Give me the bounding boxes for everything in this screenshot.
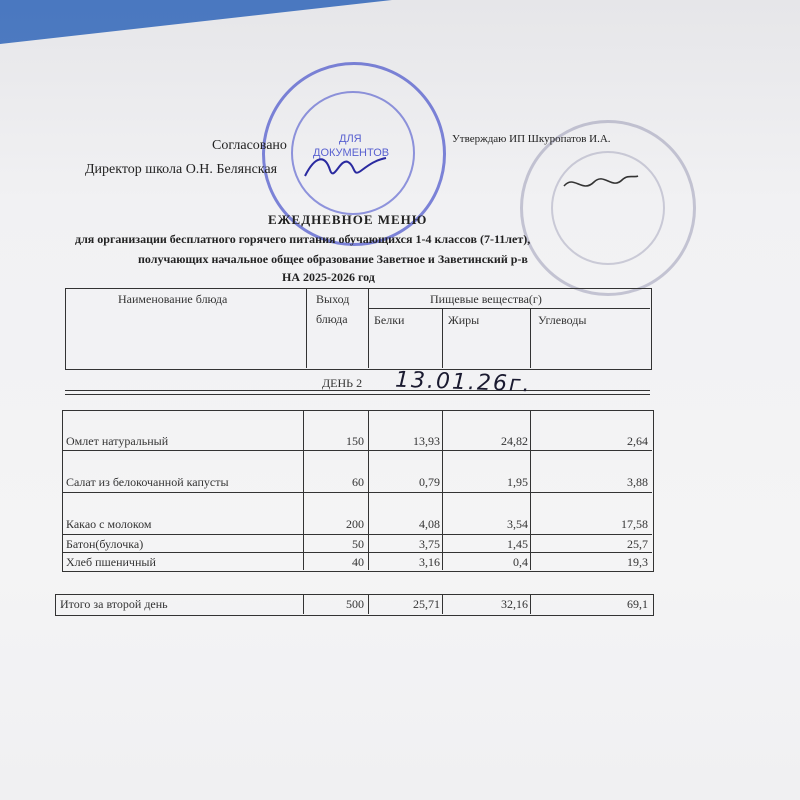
subtitle-line-2: получающих начальное общее образование Заветное и Заветинский р-в	[138, 252, 528, 266]
menu-divider	[368, 410, 369, 570]
row-fats: 1,45	[507, 537, 528, 551]
row-proteins: 4,08	[419, 517, 440, 531]
total-divider	[442, 594, 443, 614]
stamp-word-1: ДЛЯ	[339, 133, 362, 145]
day-date-handwritten: 13.01.26г.	[394, 367, 532, 398]
row-name: Какао с молоком	[66, 517, 152, 531]
director-line: Директор школа О.Н. Белянская	[85, 162, 278, 177]
row-fats: 24,82	[501, 434, 528, 448]
menu-divider	[62, 492, 652, 493]
approval-right: Утверждаю ИП Шкуропатов И.А.	[452, 133, 611, 145]
total-yield: 500	[346, 597, 364, 611]
subtitle-line-3: НА 2025-2026 год	[282, 270, 375, 284]
approver-signature	[560, 168, 640, 198]
total-proteins: 25,71	[413, 597, 440, 611]
day-label: ДЕНЬ 2	[322, 376, 363, 390]
row-carbs: 19,3	[627, 555, 648, 569]
menu-divider	[62, 534, 652, 535]
row-proteins: 3,16	[419, 555, 440, 569]
row-name: Хлеб пшеничный	[66, 555, 156, 569]
approval-left: Согласовано	[212, 138, 287, 153]
row-carbs: 25,7	[627, 537, 648, 551]
row-proteins: 3,75	[419, 537, 440, 551]
header-name: Наименование блюда	[118, 292, 228, 306]
header-divider	[368, 288, 369, 368]
header-proteins: Белки	[374, 313, 405, 327]
stamp-word-2: ДОКУМЕНТОВ	[313, 147, 390, 159]
menu-divider	[62, 552, 652, 553]
header-nutrients: Пищевые вещества(г)	[430, 292, 542, 306]
row-yield: 60	[352, 475, 364, 489]
header-divider	[442, 308, 443, 368]
row-fats: 1,95	[507, 475, 528, 489]
header-divider	[368, 308, 650, 309]
row-yield: 40	[352, 555, 364, 569]
header-divider	[530, 308, 531, 368]
row-name: Омлет натуральный	[66, 434, 169, 448]
page-title: ЕЖЕДНЕВНОЕ МЕНЮ	[268, 212, 428, 227]
row-carbs: 3,88	[627, 475, 648, 489]
menu-divider	[442, 410, 443, 570]
company-stamp	[520, 120, 696, 296]
total-carbs: 69,1	[627, 597, 648, 611]
row-carbs: 17,58	[621, 517, 648, 531]
total-divider	[368, 594, 369, 614]
row-yield: 50	[352, 537, 364, 551]
row-carbs: 2,64	[627, 434, 648, 448]
row-fats: 3,54	[507, 517, 528, 531]
header-fats: Жиры	[448, 313, 480, 327]
row-yield: 150	[346, 434, 364, 448]
row-proteins: 13,93	[413, 434, 440, 448]
subtitle-line-1: для организации бесплатного горячего питания обучающихся 1-4 классов (7-11лет),	[75, 232, 531, 246]
header-carbs: Углеводы	[538, 313, 587, 327]
header-yield-1: Выход	[316, 292, 350, 306]
total-fats: 32,16	[501, 597, 528, 611]
row-name: Салат из белокочанной капусты	[66, 475, 229, 489]
day-line	[65, 394, 650, 395]
menu-divider	[62, 450, 652, 451]
total-divider	[530, 594, 531, 614]
row-name: Батон(булочка)	[66, 537, 144, 551]
menu-divider	[530, 410, 531, 570]
row-yield: 200	[346, 517, 364, 531]
header-divider	[306, 288, 307, 368]
row-fats: 0,4	[513, 555, 528, 569]
header-yield-2: блюда	[316, 312, 348, 326]
director-signature	[300, 148, 390, 188]
row-proteins: 0,79	[419, 475, 440, 489]
total-name: Итого за второй день	[60, 597, 168, 611]
